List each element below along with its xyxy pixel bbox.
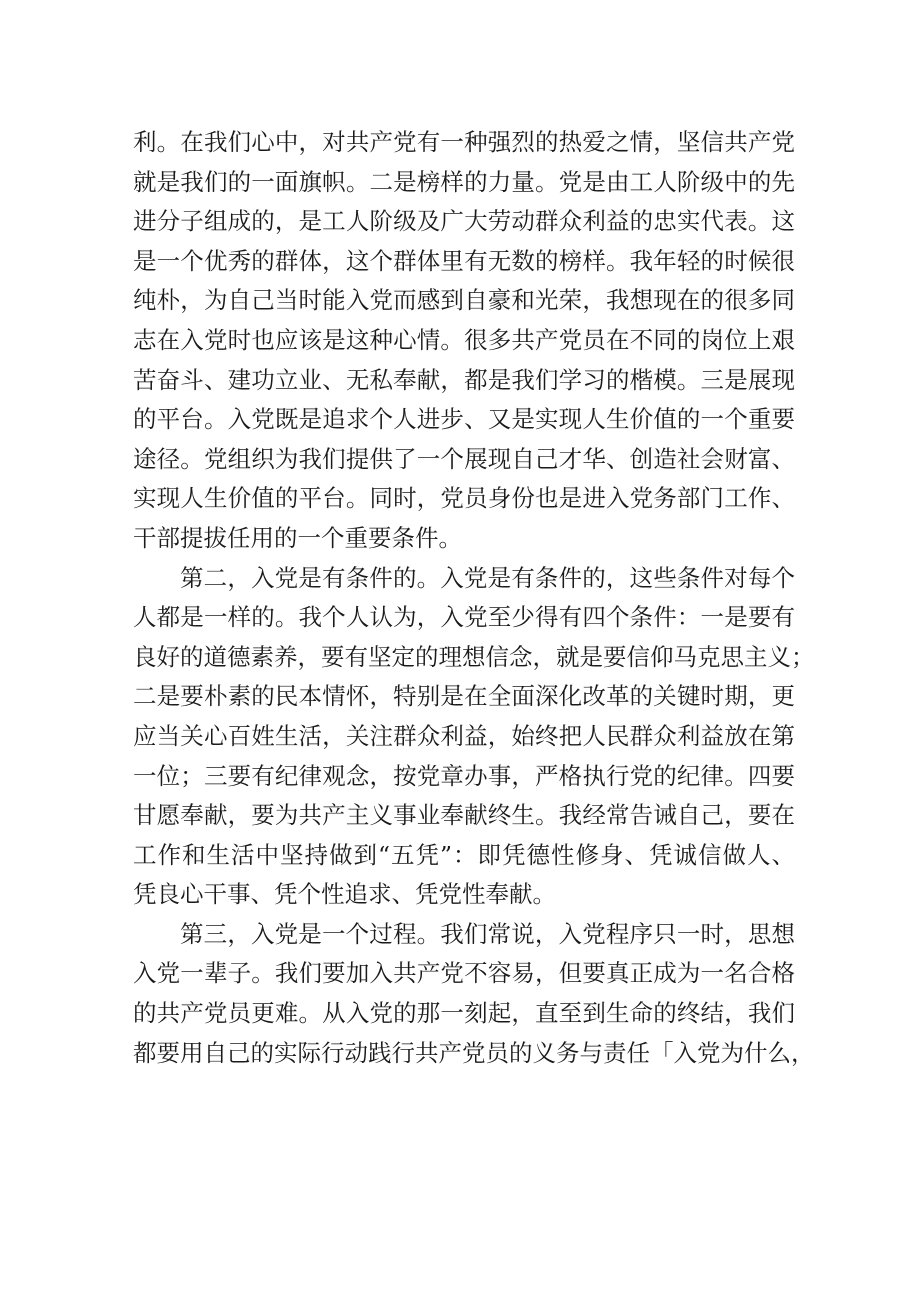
text-line: 利。在我们心中，对共产党有一种强烈的热爱之情，坚信共产党 <box>133 128 795 156</box>
text-line: 苦奋斗、建功立业、无私奉献，都是我们学习的楷模。三是展现 <box>133 365 795 394</box>
text-line: 干部提拔任用的一个重要条件。 <box>133 523 462 552</box>
text-line: 入党一辈子。我们要加入共产党不容易，但要真正成为一名合格 <box>133 959 795 988</box>
body-text <box>133 123 815 1073</box>
text-line: 途径。党组织为我们提供了一个展现自己才华、创造社会财富、 <box>133 444 795 473</box>
text-line: 实现人生价值的平台。同时，党员身份也是进入党务部门工作、 <box>133 484 795 513</box>
text-line: 进分子组成的，是工人阶级及广大劳动群众利益的忠实代表。这 <box>133 207 795 236</box>
text-line: 志在入党时也应该是这种心情。很多共产党员在不同的岗位上艰 <box>133 325 795 354</box>
text-line: 良好的道德素养，要有坚定的理想信念，就是要信仰马克思主义； <box>133 642 815 671</box>
text-line: 都要用自己的实际行动践行共产党员的义务与责任「入党为什么， <box>133 1038 815 1067</box>
text-line: 人都是一样的。我个人认为，入党至少得有四个条件：一是要有 <box>133 603 795 632</box>
text-line: 凭良心干事、凭个性追求、凭党性奉献。 <box>133 880 556 909</box>
paragraph-start-line: 第二，入党是有条件的。入党是有条件的，这些条件对每个 <box>180 563 795 592</box>
text-line: 就是我们的一面旗帜。二是榜样的力量。党是由工人阶级中的先 <box>133 167 795 196</box>
text-line: 应当关心百姓生活，关注群众利益，始终把人民群众利益放在第 <box>133 721 795 750</box>
text-line: 是一个优秀的群体，这个群体里有无数的榜样。我年轻的时候很 <box>133 246 795 275</box>
paragraph-start-line: 第三，入党是一个过程。我们常说，入党程序只一时，思想 <box>180 919 795 948</box>
text-line: 甘愿奉献，要为共产主义事业奉献终生。我经常告诫自己，要在 <box>133 801 795 830</box>
text-line: 二是要朴素的民本情怀，特别是在全面深化改革的关键时期，更 <box>133 682 795 711</box>
text-line: 一位；三要有纪律观念，按党章办事，严格执行党的纪律。四要 <box>133 761 795 790</box>
text-line: 的平台。入党既是追求个人进步、又是实现人生价值的一个重要 <box>133 405 795 434</box>
text-line: 纯朴，为自己当时能入党而感到自豪和光荣，我想现在的很多同 <box>133 286 795 315</box>
text-line: 的共产党员更难。从入党的那一刻起，直至到生命的终结，我们 <box>133 999 795 1028</box>
text-line: 工作和生活中坚持做到“五凭”：即凭德性修身、凭诚信做人、 <box>133 840 795 869</box>
